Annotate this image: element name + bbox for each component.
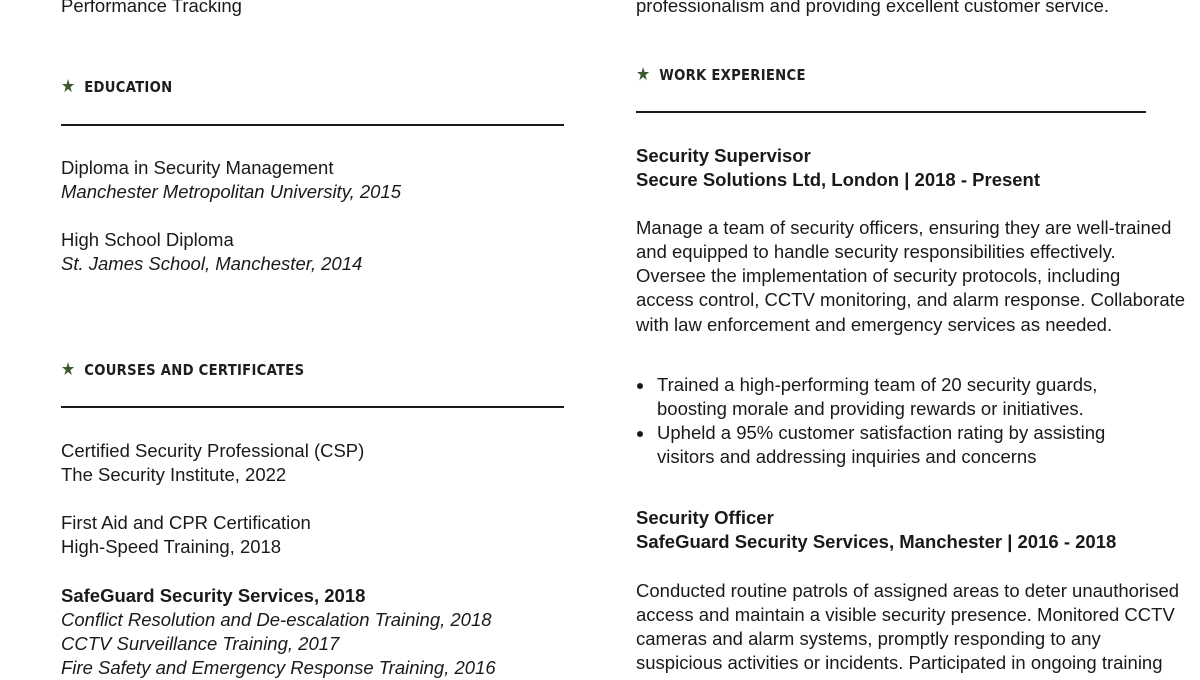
achievement-line: Trained a high-performing team of 20 security guards, xyxy=(657,374,1098,395)
education-entry-detail: Manchester Metropolitan University, 2015 xyxy=(61,181,402,202)
star-icon: ★ xyxy=(636,64,651,85)
education-entry-detail: St. James School, Manchester, 2014 xyxy=(61,253,363,274)
education-entry-title: High School Diploma xyxy=(61,229,234,250)
job-description-line: Oversee the implementation of security protocols, including xyxy=(636,265,1121,286)
work-experience-divider xyxy=(636,111,1146,113)
job-description-line: access and maintain a visible security presence. Monitored CCTV xyxy=(636,604,1175,625)
achievement-line: Upheld a 95% customer satisfaction rating by assisting xyxy=(657,422,1106,443)
courses-heading-label: COURSES AND CERTIFICATES xyxy=(84,361,305,379)
job-description-line: Manage a team of security officers, ensuring they are well-trained xyxy=(636,217,1172,238)
course-entry-detail: The Security Institute, 2022 xyxy=(61,464,287,485)
job-description-line: with law enforcement and emergency services as needed. xyxy=(636,314,1113,335)
star-icon: ★ xyxy=(61,359,76,380)
job-company: SafeGuard Security Services, Manchester | 2016 - 2018 xyxy=(636,531,1117,552)
course-entry-title: Certified Security Professional (CSP) xyxy=(61,440,365,461)
achievement-item xyxy=(636,373,1105,421)
education-entry-title: Diploma in Security Management xyxy=(61,157,334,178)
star-icon: ★ xyxy=(61,76,76,97)
achievement-line: boosting morale and providing rewards or initiatives. xyxy=(657,398,1084,419)
job-description-line: access control, CCTV monitoring, and alarm response. Collaborate xyxy=(636,289,1186,310)
job-description-line: and equipped to handle security responsibilities effectively. xyxy=(636,241,1116,262)
course-group-item: Fire Safety and Emergency Response Training, 2016 xyxy=(61,657,496,678)
achievement-item xyxy=(636,421,1105,469)
course-entry-detail: High-Speed Training, 2018 xyxy=(61,536,282,557)
courses-divider xyxy=(61,406,564,408)
summary-fragment: professionalism and providing excellent customer service. xyxy=(636,0,1109,16)
job-title: Security Supervisor xyxy=(636,145,811,166)
achievement-list xyxy=(636,373,1105,469)
course-group-title: SafeGuard Security Services, 2018 xyxy=(61,585,366,606)
course-group-item: Conflict Resolution and De-escalation Training, 2018 xyxy=(61,609,492,630)
education-heading xyxy=(61,78,172,96)
work-experience-heading xyxy=(636,66,806,84)
job-description-line: Conducted routine patrols of assigned areas to deter unauthorised xyxy=(636,580,1180,601)
course-entry-title: First Aid and CPR Certification xyxy=(61,512,311,533)
education-heading-label: EDUCATION xyxy=(84,78,173,96)
work-experience-heading-label: WORK EXPERIENCE xyxy=(659,66,806,84)
job-title: Security Officer xyxy=(636,507,774,528)
education-divider xyxy=(61,124,564,126)
performance-tracking-fragment: Performance Tracking xyxy=(61,0,242,16)
job-company: Secure Solutions Ltd, London | 2018 - Present xyxy=(636,169,1041,190)
courses-heading xyxy=(61,361,304,379)
job-description-line: suspicious activities or incidents. Participated in ongoing training xyxy=(636,652,1163,673)
job-description-line: cameras and alarm systems, promptly responding to any xyxy=(636,628,1101,649)
achievement-line: visitors and addressing inquiries and concerns xyxy=(657,446,1037,467)
course-group-item: CCTV Surveillance Training, 2017 xyxy=(61,633,340,654)
